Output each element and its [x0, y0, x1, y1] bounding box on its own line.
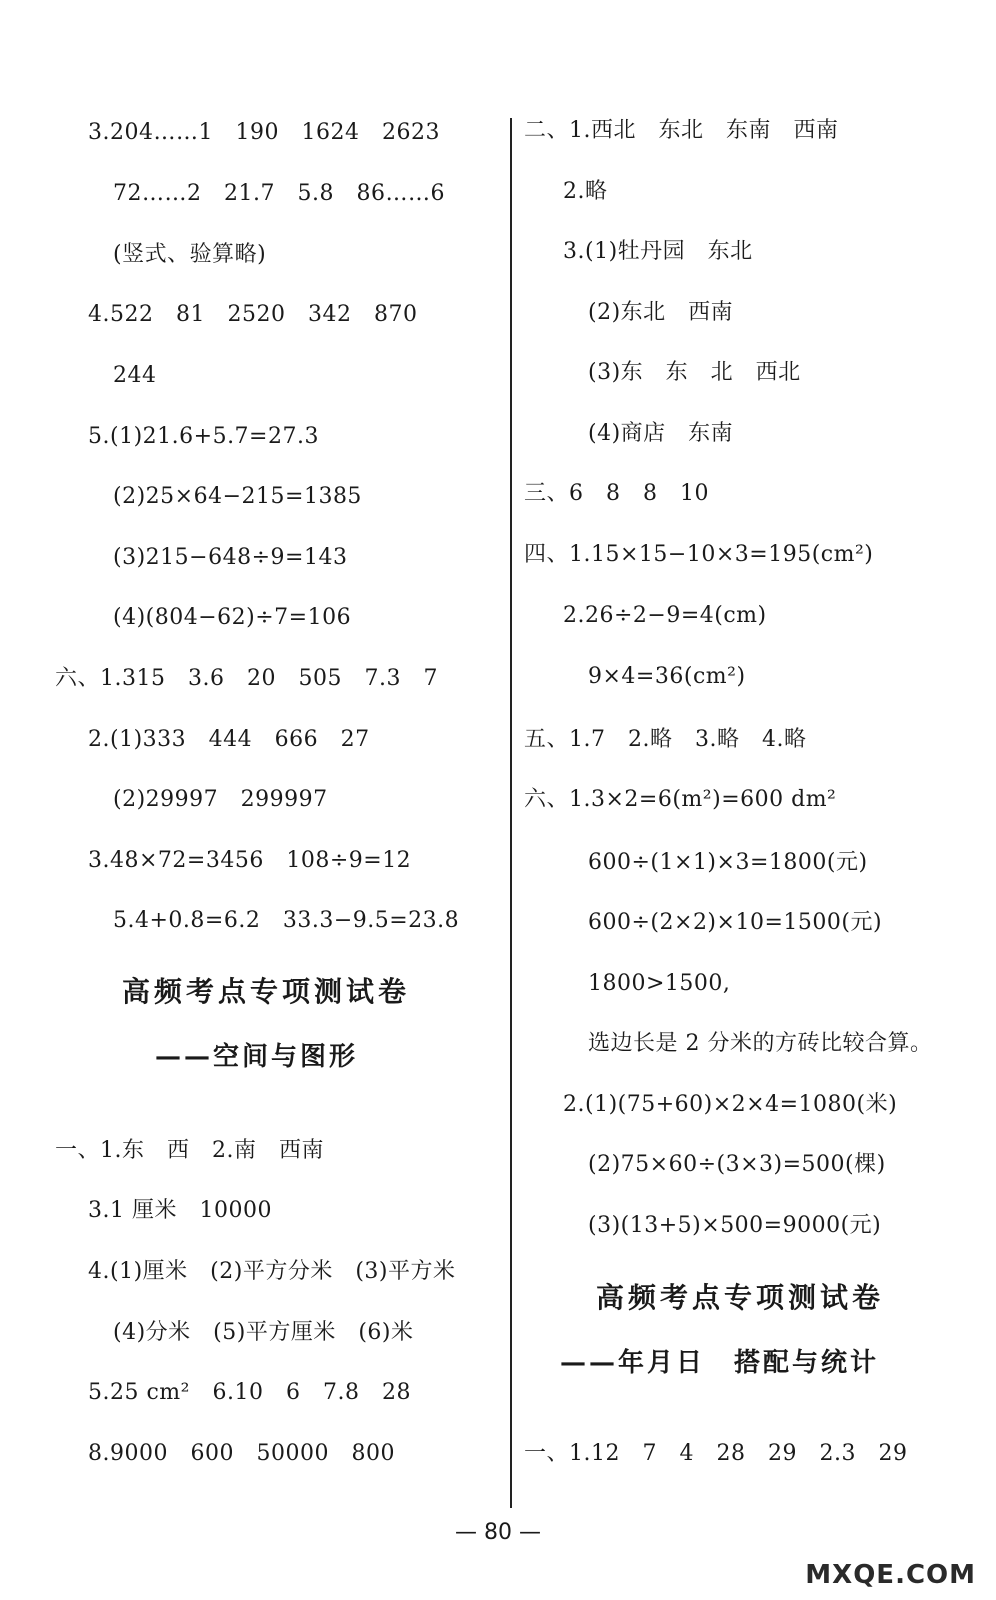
section-subheading: ——空间与图形 — [155, 1042, 359, 1072]
page-number: — 80 — — [455, 1520, 541, 1545]
answer-line: 2.26÷2−9=4(cm) — [563, 603, 767, 628]
answer-line: 3.204……1 190 1624 2623 — [88, 120, 440, 145]
answer-line: (4)(804−62)÷7=106 — [113, 605, 352, 630]
answer-line: 3.(1)牡丹园 东北 — [563, 239, 753, 264]
answer-line: (2)75×60÷(3×3)=500(棵) — [588, 1152, 886, 1177]
answer-line: 600÷(1×1)×3=1800(元) — [588, 850, 868, 875]
answer-line: 3.48×72=3456 108÷9=12 — [88, 848, 412, 873]
answer-line: (3)(13+5)×500=9000(元) — [588, 1213, 882, 1238]
answer-line: 600÷(2×2)×10=1500(元) — [588, 910, 883, 935]
answer-line: 一、1.12 7 4 28 29 2.3 29 — [524, 1441, 908, 1466]
answer-line: 选边长是 2 分米的方砖比较合算。 — [588, 1031, 933, 1056]
answer-line: 四、1.15×15−10×3=195(cm²) — [524, 542, 874, 567]
answer-line: (2)25×64−215=1385 — [113, 484, 362, 509]
answer-line: 六、1.3×2=6(m²)=600 dm² — [524, 787, 837, 812]
answer-line: 一、1.东 西 2.南 西南 — [55, 1138, 324, 1163]
answer-line: 1800>1500, — [588, 971, 731, 996]
answer-line: 5.(1)21.6+5.7=27.3 — [88, 424, 319, 449]
answer-line: 72……2 21.7 5.8 86……6 — [113, 181, 445, 206]
answer-line: (3)东 东 北 西北 — [588, 360, 801, 385]
answer-line: 5.4+0.8=6.2 33.3−9.5=23.8 — [113, 908, 460, 933]
answer-line: 8.9000 600 50000 800 — [88, 1441, 395, 1466]
answer-line: 三、6 8 8 10 — [524, 481, 709, 506]
answer-line: 3.1 厘米 10000 — [88, 1198, 272, 1223]
answer-line: (2)东北 西南 — [588, 300, 734, 325]
answer-line: 9×4=36(cm²) — [588, 664, 746, 689]
answer-line: (4)商店 东南 — [588, 421, 734, 446]
answer-line: 五、1.7 2.略 3.略 4.略 — [524, 727, 807, 752]
column-divider — [510, 118, 512, 1508]
answer-line: 2.略 — [563, 179, 608, 204]
answer-line: 4.(1)厘米 (2)平方分米 (3)平方米 — [88, 1259, 456, 1284]
answer-line: (4)分米 (5)平方厘米 (6)米 — [113, 1320, 414, 1345]
answer-line: (竖式、验算略) — [113, 242, 267, 267]
watermark-logo: MXQE.COM — [805, 1560, 976, 1590]
answer-line: 2.(1)333 444 666 27 — [88, 727, 370, 752]
answer-line: 244 — [113, 363, 157, 388]
answer-line: 六、1.315 3.6 20 505 7.3 7 — [55, 666, 438, 691]
section-heading: 高频考点专项测试卷 — [596, 1281, 885, 1314]
answer-line: 2.(1)(75+60)×2×4=1080(米) — [563, 1092, 898, 1117]
answer-line: (2)29997 299997 — [113, 787, 328, 812]
answer-line: 5.25 cm² 6.10 6 7.8 28 — [88, 1380, 411, 1405]
answer-line: 4.522 81 2520 342 870 — [88, 302, 418, 327]
answer-line: (3)215−648÷9=143 — [113, 545, 348, 570]
section-subheading: ——年月日 搭配与统计 — [560, 1348, 880, 1378]
section-heading: 高频考点专项测试卷 — [122, 975, 411, 1008]
answer-line: 二、1.西北 东北 东南 西南 — [524, 118, 839, 143]
